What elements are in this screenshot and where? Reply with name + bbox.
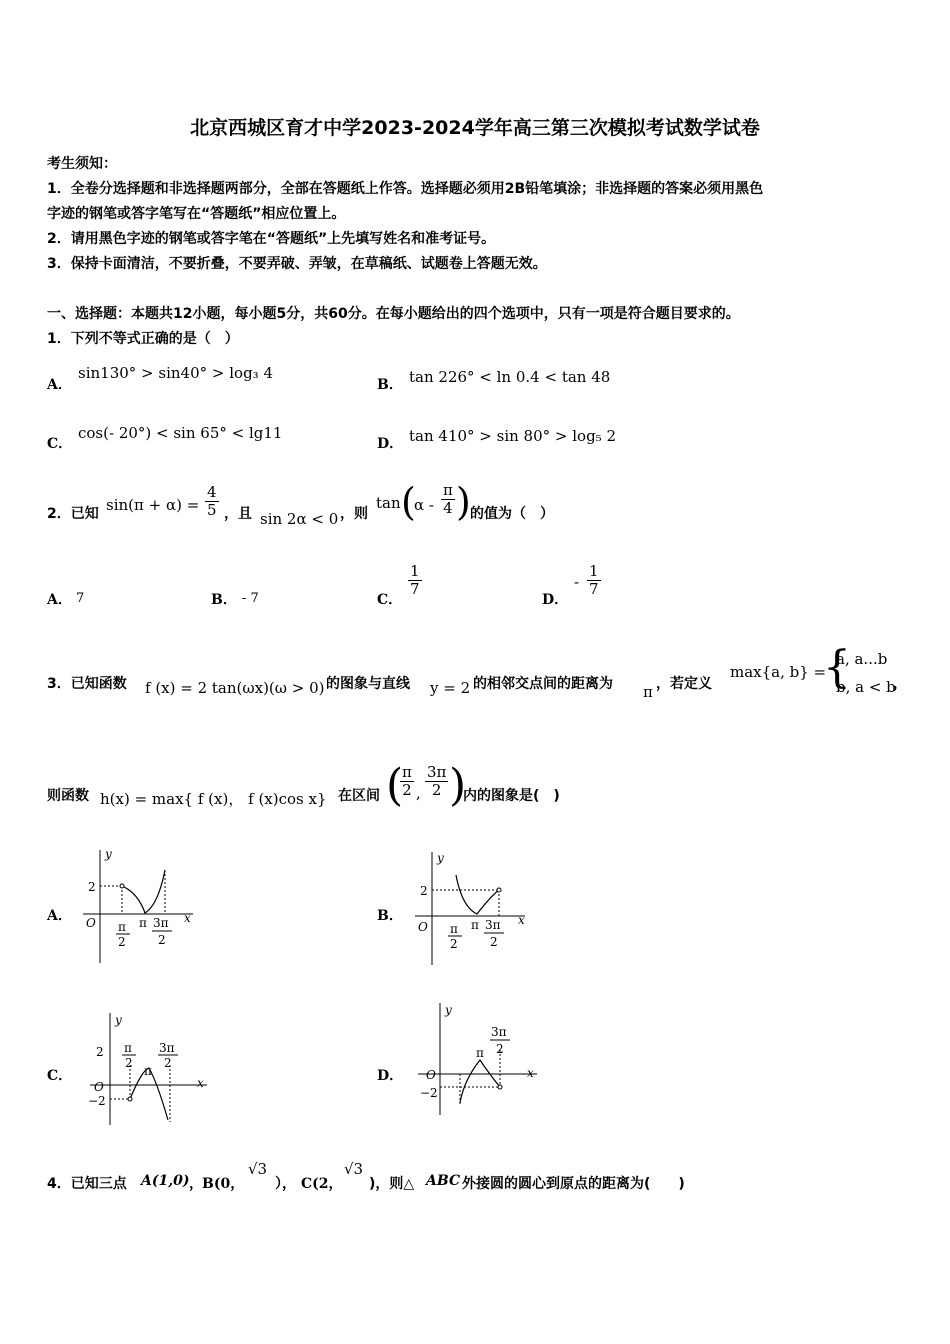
q2-mid1: ，且 bbox=[224, 506, 252, 522]
section-heading: 一、选择题：本题共12小题，每小题5分，共60分。在每小题给出的四个选项中，只有一项是符合题目要求的。 bbox=[47, 306, 740, 322]
q3-graph-a[interactable] bbox=[78, 845, 200, 970]
q1-option-b-label[interactable]: B． bbox=[377, 377, 403, 393]
graph-b-curve bbox=[456, 875, 499, 914]
graph-d-y-label: y bbox=[445, 1003, 452, 1017]
q3-function: f (x) = 2 tan(ωx)(ω > 0) bbox=[145, 679, 325, 697]
q2-option-c-den: 7 bbox=[410, 579, 420, 598]
q2-option-a: 7 bbox=[76, 591, 85, 606]
graph-c-pi-half-den: 2 bbox=[125, 1056, 133, 1070]
q3-mid2: 的相邻交点间的距离为 bbox=[473, 676, 613, 692]
q3-mid3: ，若定义 bbox=[656, 676, 712, 692]
graph-a-y-label: y bbox=[105, 847, 112, 861]
q1-option-b: tan 226° < ln 0.4 < tan 48 bbox=[409, 368, 611, 386]
graph-c-neg-two: −2 bbox=[88, 1094, 106, 1108]
q2-left-paren: ( bbox=[401, 480, 416, 524]
q1-option-a-label[interactable]: A． bbox=[47, 377, 72, 393]
q3-line2-prefix: 则函数 bbox=[47, 788, 89, 804]
notice-item-1-line-2: 字迹的钢笔或答字笔写在“答题纸”相应位置上。 bbox=[47, 206, 346, 222]
q4-close-1: ）， bbox=[275, 1176, 296, 1192]
graph-c-pi: π bbox=[144, 1064, 152, 1078]
graph-a-origin: O bbox=[86, 916, 96, 930]
graph-b-pi-half-num: π bbox=[450, 922, 458, 936]
graph-d-origin: O bbox=[426, 1068, 436, 1082]
q3-graph-c[interactable] bbox=[82, 1010, 212, 1130]
q1-option-d-label[interactable]: D． bbox=[377, 436, 404, 452]
q3-brace: { bbox=[823, 642, 851, 693]
q3-prefix: 3．已知函数 bbox=[47, 676, 127, 692]
graph-a-x-label: x bbox=[184, 911, 191, 925]
q2-option-b: - 7 bbox=[242, 591, 259, 606]
q4-close-2: )，则△ bbox=[369, 1176, 415, 1192]
graph-d-x-label: x bbox=[527, 1066, 534, 1080]
q2-fraction bbox=[205, 484, 219, 518]
graph-c-open-point bbox=[128, 1097, 132, 1101]
notice-item-2: 2．请用黑色字迹的钢笔或答字笔在“答题纸”上先填写姓名和准考证号。 bbox=[47, 231, 496, 247]
q2-frac-den: 5 bbox=[207, 500, 217, 519]
q2-condition: sin 2α < 0 bbox=[260, 510, 339, 528]
notice-item-1-line-1: 1．全卷分选择题和非选择题两部分，全部在答题纸上作答。选择题必须用2B铅笔填涂；非选择题的答案必须用黑色 bbox=[47, 181, 764, 197]
q4-tail: 外接圆的圆心到原点的距离为( ) bbox=[462, 1176, 685, 1192]
graph-b-3pi-den: 2 bbox=[490, 935, 498, 949]
q4-abc: ABC bbox=[426, 1173, 461, 1189]
q2-option-d-label[interactable]: D． bbox=[542, 592, 569, 608]
q3-case-1: a, a...b bbox=[836, 650, 888, 668]
q3-suffix: 内的图象是( ) bbox=[463, 788, 560, 804]
q3-option-b-label[interactable]: B． bbox=[377, 908, 403, 924]
graph-c-3pi-num: 3π bbox=[159, 1041, 175, 1055]
q2-pi: π bbox=[443, 481, 453, 499]
q3-graph-d[interactable] bbox=[412, 1000, 542, 1122]
q2-suffix: 的值为（ ） bbox=[470, 506, 554, 522]
graph-a-curve bbox=[122, 870, 165, 913]
q2-option-c-num: 1 bbox=[410, 562, 420, 580]
q3-int-comma: , bbox=[416, 784, 421, 802]
q4-point-c: C(2， bbox=[301, 1176, 343, 1192]
graph-c-origin: O bbox=[94, 1080, 104, 1094]
q3-int-start bbox=[400, 764, 414, 798]
q3-mid4: 在区间 bbox=[338, 788, 380, 804]
q3-line: y = 2 bbox=[430, 679, 471, 697]
q3-int-start-den: 2 bbox=[402, 780, 412, 799]
q2-option-a-label[interactable]: A． bbox=[47, 592, 72, 608]
q2-prefix: 2．已知 bbox=[47, 506, 99, 522]
q2-pi-over-4 bbox=[441, 482, 455, 516]
q3-int-start-num: π bbox=[402, 763, 412, 781]
q3-mid1: 的图象与直线 bbox=[326, 676, 410, 692]
q2-option-c bbox=[408, 563, 422, 597]
q2-right-paren: ) bbox=[456, 480, 471, 524]
graph-a-two: 2 bbox=[88, 880, 96, 894]
notice-heading: 考生须知： bbox=[47, 156, 117, 172]
notice-item-3: 3．保持卡面清洁，不要折叠，不要弄破、弄皱，在草稿纸、试题卷上答题无效。 bbox=[47, 256, 547, 272]
graph-b-two: 2 bbox=[420, 884, 428, 898]
graph-b-3pi-num: 3π bbox=[485, 918, 501, 932]
q3-int-right: ) bbox=[449, 760, 467, 811]
q1-stem: 1．下列不等式正确的是（ ） bbox=[47, 331, 239, 347]
q2-option-b-label[interactable]: B． bbox=[211, 592, 237, 608]
q3-int-end bbox=[425, 764, 448, 798]
q3-option-c-label[interactable]: C． bbox=[47, 1068, 73, 1084]
q2-tan: tan bbox=[376, 494, 401, 512]
page-title: 北京西城区育才中学2023-2024学年高三第三次模拟考试数学试卷 bbox=[190, 117, 760, 139]
graph-d-open-point bbox=[498, 1085, 502, 1089]
graph-d-curve bbox=[460, 1060, 500, 1103]
graph-d-pi: π bbox=[476, 1046, 484, 1060]
graph-a-3pi-den: 2 bbox=[158, 933, 166, 947]
q2-sin-expr: sin(π + α) = bbox=[106, 496, 200, 514]
q2-option-c-label[interactable]: C． bbox=[377, 592, 403, 608]
q4-point-a: A(1,0) bbox=[141, 1173, 190, 1189]
graph-b-pi-half-den: 2 bbox=[450, 937, 458, 951]
q4-sep1: ， bbox=[189, 1176, 203, 1192]
q1-option-d: tan 410° > sin 80° > log₅ 2 bbox=[409, 427, 617, 445]
graph-b-x-label: x bbox=[518, 913, 525, 927]
q4-point-b: B(0， bbox=[202, 1176, 245, 1192]
q4-stem-a: 4．已知三点 bbox=[47, 1176, 127, 1192]
q4-sqrt-1: √3 bbox=[248, 1160, 268, 1178]
q2-option-d-sign: - bbox=[574, 573, 580, 591]
q2-option-d-den: 7 bbox=[589, 579, 599, 598]
graph-c-y-label: y bbox=[115, 1013, 122, 1027]
graph-b-y-label: y bbox=[437, 851, 444, 865]
q3-pi: π bbox=[643, 683, 653, 701]
graph-b-open-point bbox=[497, 888, 501, 892]
graph-d-3pi-num: 3π bbox=[491, 1025, 507, 1039]
q2-option-d bbox=[587, 563, 601, 597]
graph-a-pi-half-num: π bbox=[118, 920, 126, 934]
q3-int-end-den: 2 bbox=[431, 780, 442, 799]
graph-d-neg-two: −2 bbox=[420, 1086, 438, 1100]
q2-option-d-num: 1 bbox=[589, 562, 599, 580]
q3-option-a-label[interactable]: A． bbox=[47, 908, 72, 924]
q2-mid2: ，则 bbox=[340, 506, 368, 522]
q2-four: 4 bbox=[443, 498, 453, 517]
graph-b-origin: O bbox=[418, 920, 428, 934]
q3-comma: ， bbox=[893, 676, 907, 692]
q3-option-d-label[interactable]: D． bbox=[377, 1068, 404, 1084]
q1-option-a: sin130° > sin40° > log₃ 4 bbox=[78, 364, 273, 382]
q1-option-c: cos(- 20°) < sin 65° < lg11 bbox=[78, 424, 283, 442]
q2-frac-num: 4 bbox=[207, 483, 217, 501]
q4-sqrt-2: √3 bbox=[344, 1160, 364, 1178]
q3-h-expr: h(x) = max{ f (x)， f (x)cos x} bbox=[100, 790, 327, 808]
q3-case-2: b, a < b bbox=[836, 678, 896, 696]
graph-a-3pi-num: 3π bbox=[153, 916, 169, 930]
q3-graph-b[interactable] bbox=[410, 847, 532, 972]
graph-a-pi-half-den: 2 bbox=[118, 935, 126, 949]
graph-c-pi-half-num: π bbox=[124, 1041, 132, 1055]
q3-int-end-num: 3π bbox=[427, 763, 447, 781]
q3-max-def: max{a, b} = bbox=[730, 663, 827, 681]
graph-b-pi: π bbox=[471, 918, 479, 932]
q3-int-left: ( bbox=[386, 760, 404, 811]
graph-c-3pi-den: 2 bbox=[164, 1056, 172, 1070]
graph-c-two: 2 bbox=[96, 1045, 104, 1059]
q2-alpha: α - bbox=[414, 496, 434, 514]
graph-d-3pi-den: 2 bbox=[496, 1042, 504, 1056]
q1-option-c-label[interactable]: C． bbox=[47, 436, 73, 452]
graph-c-x-label: x bbox=[197, 1076, 204, 1090]
graph-a-open-point bbox=[120, 884, 124, 888]
graph-a-pi: π bbox=[139, 916, 147, 930]
